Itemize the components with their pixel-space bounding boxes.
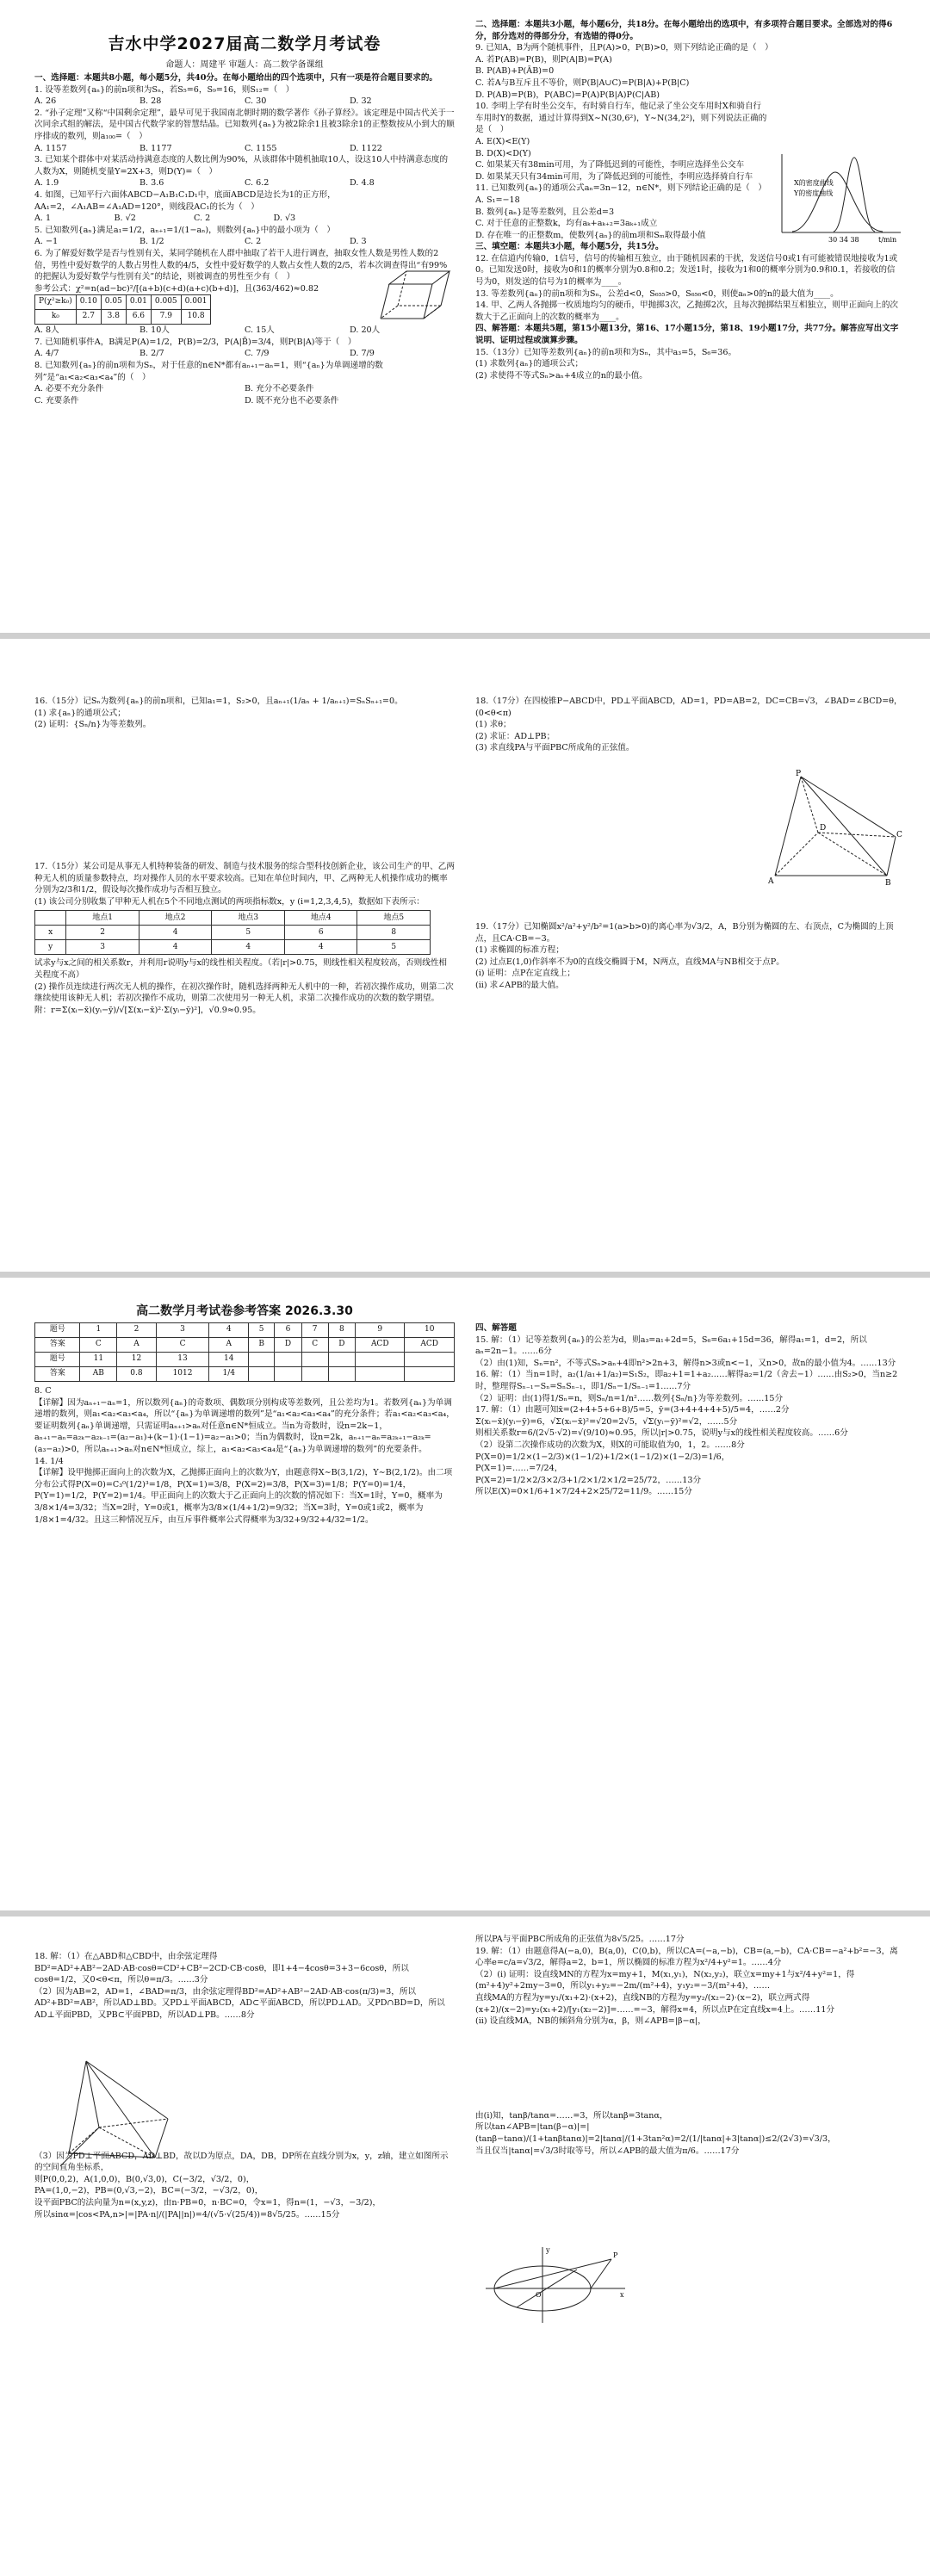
option: B. D(X)<D(Y) (475, 148, 531, 158)
option: A. 1 (34, 214, 52, 224)
option: B. 2/7 (140, 349, 164, 359)
table-cell: 4 (212, 940, 285, 955)
table-cell: B (249, 1338, 275, 1353)
question-part: (3) 求直线PA与平面PBC所成角的正弦值。 (475, 743, 635, 753)
question-part: (i) 证明：点P在定直线上； (475, 969, 575, 979)
table-cell: 答案 (35, 1367, 80, 1382)
table-cell: 12 (117, 1353, 156, 1367)
q4-options (34, 213, 353, 225)
answer-table (34, 1322, 455, 1382)
question-5: 5. 已知数列{aₙ}满足a₁=1/2，aₙ₊₁=1/(1−aₙ)，则数列{aₙ}中的最小项为（ ） (34, 225, 335, 235)
option: B. 1/2 (140, 237, 164, 247)
table-cell: C (156, 1338, 209, 1353)
option: A. 若P(AB)=P(B)，则P(A|B)=P(A) (475, 54, 612, 65)
question-part: (1) 求θ； (475, 720, 512, 730)
option: D. 20人 (350, 325, 381, 336)
answer-17-sums: Σ(xᵢ−x̄)(yᵢ−ȳ)=6，√Σ(xᵢ−x̄)²=√20=2√5，√Σ(yᵢ−ȳ)²=√2，……5分 (475, 1416, 738, 1427)
answer-line: 由(i)知，tanβ/tanα=……=3，所以tanβ=3tanα， (475, 2110, 668, 2121)
page-separator (0, 1272, 930, 1278)
table-cell: 0.001 (181, 295, 211, 310)
table-cell: ACD (405, 1338, 455, 1353)
table-cell: 地点2 (139, 911, 212, 926)
table-row (35, 310, 211, 325)
table-cell: 7.9 (151, 310, 181, 325)
option: C. 1155 (245, 143, 277, 153)
option: D. 3 (350, 237, 367, 247)
section1-header: 一、选择题：本题共8小题，每小题5分，共40分。在每小题给出的四个选项中，只有一项是符合题目要求的。 (34, 73, 438, 83)
table-cell: y (35, 940, 66, 955)
option: B. 1177 (140, 143, 172, 153)
table-cell: 1/4 (209, 1367, 249, 1382)
answer-line: (ii) 设直线MA，NB的倾斜角分别为α，β，则∠APB=|β−α|， (475, 2016, 706, 2027)
question-15: 15.（13分）已知等差数列{aₙ}的前n项和为Sₙ，其中a₃=5，S₆=36。 (475, 347, 737, 357)
table-cell: 0.10 (76, 295, 101, 310)
option: C. 若A与B互斥且不等价，则P(B|A∪C)=P(B|A)+P(B|C) (475, 77, 690, 88)
table-cell: 10.8 (181, 310, 211, 325)
option: A. 必要不充分条件 (34, 384, 104, 394)
table-cell: 4 (284, 940, 357, 955)
question-14: 14. 甲、乙两人各抛掷一枚质地均匀的硬币，甲抛掷3次，乙抛掷2次，且每次抛掷结果互相独立，则甲正面向上的次数大于乙正面向上的次数的概率为____。 (475, 300, 899, 322)
table-cell: 5 (212, 926, 285, 940)
answer-line: 当且仅当|tanα|=√3/3时取等号，所以∠APB的最大值为π/6。……17分 (475, 2146, 740, 2156)
option: D. 7/9 (350, 349, 375, 359)
correlation-formula: 附：r=Σ(xᵢ−x̄)(yᵢ−ȳ)/√[Σ(xᵢ−x̄)²·Σ(yᵢ−ȳ)²]，√0.9≈0.95。 (34, 1005, 261, 1015)
left-column-lower (34, 861, 455, 1016)
left-column (34, 696, 455, 731)
option: B. 10人 (140, 325, 170, 336)
option: B. 3.6 (140, 178, 164, 189)
table-cell: 6 (284, 926, 357, 940)
answer-line: P(X=2)=1/2×2/3×2/3+1/2×1/2×1/2=25/72，……13分 (475, 1475, 702, 1485)
table-cell: A (209, 1338, 249, 1353)
option: A. 1157 (34, 143, 67, 153)
option: D. 既不充分也不必要条件 (245, 395, 339, 406)
option: B. 数列{aₙ}是等差数列，且公差d=3 (475, 207, 615, 217)
option: A. E(X)<E(Y) (475, 136, 530, 146)
left-column (34, 72, 455, 406)
option: C. 7/9 (245, 349, 270, 359)
question-part: (2) 操作员连续进行两次无人机的操作，在初次操作时，随机选择两种无人机中的一种，若初次操作成功，则第二次继续使用该种无人机；若初次操作不成功，则第二次使用另一种无人机，求第二次操作成功的次数的数学期望。 (34, 981, 454, 1004)
question-part: (1) 求椭圆的标准方程； (475, 945, 564, 956)
answer-8: 8. C (34, 1386, 52, 1396)
left-column (34, 1322, 455, 1526)
table-cell: 题号 (35, 1353, 80, 1367)
question-13: 13. 等差数列{aₙ}的前n项和为Sₙ，公差d<0，S₆₅₅>0，S₆₅₆<0，则使aₙ>0的n的最大值为____。 (475, 288, 839, 299)
point-label: C (896, 831, 902, 839)
question-19: 19.（17分）已知椭圆x²/a²+y²/b²=1(a>b>0)的离心率为√3/2，A，B分别为椭圆的左、右顶点，C为椭圆的上顶点，且CA·CB=−3。 (475, 922, 894, 944)
q17-data-table (34, 910, 431, 955)
exam-title: 吉水中学2027届高二数学月考试卷 (108, 34, 381, 53)
table-cell: 地点1 (66, 911, 140, 926)
option: C. 充要条件 (34, 395, 79, 406)
table-cell: 答案 (35, 1338, 80, 1353)
table-cell: 11 (80, 1353, 117, 1367)
option: C. 如果某天有38min可用，为了降低迟到的可能性，李明应选择坐公交车 (475, 160, 745, 170)
table-row (35, 940, 431, 955)
table-cell: 5 (249, 1323, 275, 1338)
option: A. 4/7 (34, 349, 59, 359)
table-cell: 8 (357, 926, 431, 940)
option: B. 28 (140, 96, 162, 107)
table-cell: 0.8 (117, 1367, 156, 1382)
answer-line: P(X=0)=1/2×(1−2/3)×(1−1/2)+1/2×(1−1/2)×(1−2/3)=1/6， (475, 1452, 730, 1462)
question-3: 3. 已知某个群体中对某活动持满意态度的人数比例为90%，从该群体中随机抽取10人，设这10人中持满意态度的人数为X，则随机变量Y=2X+3，则D(Y)=（ ） (34, 155, 449, 176)
option: D. 如果某天只有34min可用，为了降低迟到的可能性，李明应选择骑自行车 (475, 171, 753, 182)
option: C. 15人 (245, 325, 275, 336)
option: D. P(AB)=P(B)，P(ABC)=P(A)P(B|A)P(C|AB) (475, 90, 660, 100)
table-cell: ACD (356, 1338, 405, 1353)
option: C. 6.2 (245, 178, 270, 189)
table-row (35, 911, 431, 926)
q1-options (34, 96, 455, 108)
option: B. P(AB)+P(ĀB)=0 (475, 66, 555, 77)
answer-17-expectation: 所以E(X)=0×1/6+1×7/24+2×25/72=11/9。……15分 (475, 1487, 692, 1497)
answer-line: BD²=AD²+AB²−2AD·AB·cosθ=CD²+CB²−2CD·CB·cosθ，即1+4−4cosθ=3+3−6cosθ，所以cosθ=1/2，又0<θ<π，所以θ=π/3。……3分 (34, 1963, 409, 1985)
table-cell: 13 (156, 1353, 209, 1367)
option: D. √3 (273, 214, 296, 224)
question-part: (2) 求证：AD⊥PB； (475, 731, 555, 741)
answer-16-part2: （2）证明：由(1)得1/Sₙ=n，则Sₙ/n=1/n²……数列{Sₙ/n}为等差数列。……15分 (475, 1393, 784, 1403)
option: A. 26 (34, 96, 57, 107)
answer-15: 15. 解：（1）记等差数列{aₙ}的公差为d，则a₃=a₁+2d=5，S₆=6a₁+15d=36，解得a₁=1，d=2，所以aₙ=2n−1。……6分 (475, 1334, 867, 1357)
table-cell: 14 (209, 1353, 249, 1367)
section4-header: 四、解答题：本题共5题，第15小题13分，第16、17小题15分，第18、19小题17分，共77分。解答应写出文字说明、证明过程或演算步骤。 (475, 324, 899, 346)
option: D. 存在唯一的正整数m，使数列{aₙ}的前m项和Sₘ取得最小值 (475, 230, 706, 240)
exam-page-2 (0, 639, 930, 1272)
table-row (35, 1367, 455, 1382)
table-cell: A (117, 1338, 156, 1353)
answer-line: 所以sinα=|cos<PA,n>|=|PA·n|/(|PA||n|)=4/(√5·√(25/4))=8√5/25。……15分 (34, 2209, 340, 2220)
question-part: (1) 该公司分别收集了甲种无人机在5个不同地点测试的两项指标数x，y (i=1,2,3,4,5)，数据如下表所示： (34, 896, 425, 907)
table-cell: 0.01 (126, 295, 151, 310)
exam-authors: 命题人：周建平 审题人：高二数学备课组 (165, 60, 324, 70)
question-1: 1. 设等差数列{aₙ}的前n项和为Sₙ，若S₅=6，S₉=16，则S₁₂=（ ） (34, 84, 294, 95)
question-16: 16.（15分）记Sₙ为数列{aₙ}的前n项和，已知a₁=1，S₂>0，且aₙ₊₁(1/aₙ + 1/aₙ₊₁)=SₙSₙ₊₁=0。 (34, 697, 403, 706)
table-cell: 4 (139, 940, 212, 955)
answer-line: （2）因为AB=2，AD=1，∠BAD=π/3，由余弦定理得BD²=AD²+AB²−2AD·AB·cos(π/3)=3，所以AD²+BD²=AB²，所以AD⊥BD。又PD⊥平面ABCD，AD⊂平面ABCD，所以PD⊥AD。又PD∩BD=D，所以AD⊥平面PBD，又PB⊂平面PBD，所以AD⊥PB。……8分 (34, 1986, 445, 2020)
bus-curve-label: X的密度曲线 (794, 179, 834, 187)
table-cell: 3 (156, 1323, 209, 1338)
chi-square-table (34, 294, 211, 325)
table-cell: 5 (357, 940, 431, 955)
table-cell: 地点3 (212, 911, 285, 926)
option: C. 对于任意的正整数k，均有aₖ+aₖ₊₂=3aₖ₊₁成立 (475, 219, 658, 229)
question-part: 试求y与x之间的相关系数r，并利用r说明y与x的线性相关程度。（若|r|>0.75，则线性相关程度较高，否则线性相关程度不高） (34, 958, 448, 980)
option: A. S₁=−18 (475, 195, 520, 205)
section2-header: 二、选择题：本题共3小题，每小题6分，共18分。在每小题给出的选项中，有多项符合题目要求。全部选对的得6分，部分选对的得部分分，有选错的得0分。 (475, 20, 893, 41)
table-cell: D (328, 1338, 355, 1353)
axis-label: t/min (878, 236, 897, 244)
page-separator (0, 1910, 930, 1917)
q7-options (34, 348, 455, 360)
axis-ticks: 30 34 38 (828, 236, 859, 244)
coordinate-pyramid-figure (52, 2054, 181, 2175)
option: B. 充分不必要条件 (245, 384, 314, 394)
table-cell: 地点4 (284, 911, 357, 926)
density-curve-figure (775, 151, 904, 245)
table-row (35, 926, 431, 940)
table-cell: C (80, 1338, 117, 1353)
question-17: 17.（15分）某公司是从事无人机特种装备的研发、制造与技术服务的综合型科技创新企业，该公司生产的甲、乙两种无人机的质量参数特点，均对操作人员的水平要求较高。已知在单位时间内，甲、乙两种无人机操作成功的概率分别为2/3和1/2，假设每次操作成功与否相互独立。 (34, 862, 455, 895)
parallelepiped-figure (372, 258, 455, 332)
question-part: (2) 过点E(1,0)作斜率不为0的直线交椭圆于M，N两点，直线MA与NB相交于点P。 (475, 957, 784, 967)
table-row (35, 1353, 455, 1367)
table-cell: 7 (301, 1323, 328, 1338)
table-cell: 1012 (156, 1367, 209, 1382)
table-cell: 8 (328, 1323, 355, 1338)
point-label: P (796, 770, 802, 778)
option: A. 8人 (34, 325, 59, 336)
answer-14: 14. 1/4 (34, 1456, 64, 1466)
table-cell: 0.005 (151, 295, 181, 310)
question-part: (1) 求数列{aₙ}的通项公式； (475, 359, 584, 369)
q5-options (34, 236, 455, 248)
answer-line: （3）因为PD⊥平面ABCD，AD⊥BD，故以D为原点，DA，DB，DP所在直线分别为x，y，z轴，建立如图所示的空间直角坐标系， (34, 2151, 449, 2173)
question-part: (2) 证明：{Sₙ/n}为等差数列。 (34, 720, 152, 730)
point-label: P (613, 2251, 618, 2259)
answer-line: 设平面PBC的法向量为n=(x,y,z)，由n·PB=0，n·BC=0，令x=1，得n=(1，−√3，−3/2)， (34, 2197, 381, 2208)
answer-17-part2: （2）设第二次操作成功的次数为X，则X的可能取值为0，1，2。……8分 (475, 1440, 745, 1450)
axis-label: y (546, 2246, 550, 2254)
answer-line: 直线MA的方程为y=y₁/(x₁+2)·(x+2)，直线NB的方程为y=y₂/(x₂−2)·(x−2)，联立两式得(x+2)/(x−2)=y₂(x₁+2)/[y₁(x₂−2)]=……=−3，解得x=4，所以点P在定直线x=4上。……11分 (475, 1992, 835, 2015)
table-cell: 0.05 (101, 295, 126, 310)
table-cell: 1 (80, 1323, 117, 1338)
point-label: D (820, 824, 827, 833)
q3-options (34, 177, 455, 189)
table-cell (35, 911, 66, 926)
q8-options (34, 383, 455, 406)
option: C. 2 (194, 214, 211, 224)
answer-line: 所以tan∠APB=|tan(β−α)|=|(tanβ−tanα)/(1+tanβtanα)|=2|tanα|/(1+3tan²α)=2/(1/|tanα|+3|tanα|)≤2/(2√3)=√3/3， (475, 2122, 836, 2144)
answer-line: PA=(1,0,−2)，PB=(0,√3,−2)，BC=(−3/2，−√3/2，0)， (34, 2186, 264, 2196)
axis-label: x (620, 2291, 624, 2299)
point-label: B (885, 879, 891, 888)
question-7: 7. 已知随机事件A，B满足P(A)=1/2，P(B)=2/3，P(A|B̄)=3/4，则P(B|A)等于（ ） (34, 337, 356, 347)
right-column (475, 1934, 902, 2157)
table-cell: D (275, 1338, 301, 1353)
answer-line: P(X=1)=……=7/24， (475, 1464, 563, 1474)
table-cell: 4 (209, 1323, 249, 1338)
answer-17-r: 则相关系数r=6/(2√5·√2)=√(9/10)≈0.95，所以|r|>0.75，说明y与x的线性相关程度较高。……6分 (475, 1428, 848, 1439)
answer-title: 高二数学月考试卷参考答案 2026.3.30 (136, 1304, 353, 1318)
table-row (35, 295, 211, 310)
answer-line: 则P(0,0,2)，A(1,0,0)，B(0,√3,0)，C(−3/2，√3/2，0)， (34, 2174, 255, 2184)
table-cell: 4 (139, 926, 212, 940)
question-11: 11. 已知数列{aₙ}的通项公式aₙ=3n−12，n∈N*，则下列结论正确的是（ ） (475, 183, 766, 194)
answer-16: 16. 解：（1）当n=1时，a₂(1/a₁+1/a₂)=S₁S₂，即a₂+1=1+a₂……解得a₂=1/2（舍去−1）……由S₂>0，当n≥2时，整理得Sₙ₋₁−Sₙ=SₙSₙ₋₁，即1/Sₙ−1/Sₙ₋₁=1……7分 (475, 1370, 898, 1391)
table-cell: 3.8 (101, 310, 126, 325)
table-cell: 题号 (35, 1323, 80, 1338)
right-column-lower (475, 921, 902, 992)
table-cell: 2 (66, 926, 140, 940)
option: D. 1122 (350, 143, 382, 153)
option: D. 4.8 (350, 178, 375, 189)
option: D. 32 (350, 96, 372, 107)
ellipse-figure (482, 2244, 629, 2326)
q2-options (34, 143, 455, 155)
table-cell: 9 (356, 1323, 405, 1338)
answer-page-2 (0, 1917, 930, 2576)
option: B. √2 (114, 214, 136, 224)
option: A. 1.9 (34, 178, 59, 189)
table-cell: k₀ (35, 310, 77, 325)
question-8: 8. 已知数列{aₙ}的前n项和为Sₙ，对于任意的n∈N*都有aₙ₊₁−aₙ=1，则“{aₙ}为单调递增的数列”是“a₁<a₂<a₃<a₄”的（ ） (34, 361, 383, 382)
question-10: 10. 李明上学有时坐公交车，有时骑自行车，他记录了坐公交车用时X和骑自行车用时Y的数据，通过计算得到X∼N(30,6²)，Y∼N(34,2²)，则下列说法正确的是（ ） (475, 102, 767, 135)
section4-header: 四、解答题 (475, 1323, 517, 1333)
option: C. 30 (245, 96, 267, 107)
question-part: (1) 求{aₙ}的通项公式； (34, 708, 126, 718)
table-cell: x (35, 926, 66, 940)
section3-header: 三、填空题：本题共3小题，每小题5分，共15分。 (475, 242, 664, 252)
table-cell: C (301, 1338, 328, 1353)
question-part: (ii) 求∠APB的最大值。 (475, 980, 564, 990)
answer-18-end: 所以PA与平面PBC所成角的正弦值为8√5/25。……17分 (475, 1935, 685, 1944)
answer-17: 17. 解：（1）由题可知x̄=(2+4+5+6+8)/5=5，ȳ=(3+4+4+4+5)/5=4，……2分 (475, 1405, 790, 1415)
table-cell: 10 (405, 1323, 455, 1338)
table-cell: 地点5 (357, 911, 431, 926)
chi-square-formula: 参考公式：χ²=n(ad−bc)²/[(a+b)(c+d)(a+c)(b+d)]，且(363/462)≈0.82 (34, 283, 319, 294)
answer-line: （2）(i) 证明：设直线MN的方程为x=my+1，M(x₁,y₁)，N(x₂,y₂)，联立x=my+1与x²/4+y²=1，得(m²+4)y²+2my−3=0，所以y₁+y₂=−2m/(m²+4)，y₁y₂=−3/(m²+4)，…… (475, 1969, 855, 1991)
table-cell: AB (80, 1367, 117, 1382)
answer-19: 19. 解：（1）由题意得A(−a,0)，B(a,0)，C(0,b)，所以CA=(−a,−b)，CB=(a,−b)，CA·CB=−a²+b²=−3，离心率e=c/a=√3/2，解得a=2，b=1，所以椭圆的标准方程为x²/4+y²=1。……4分 (475, 1946, 898, 1968)
answer-8-detail: 【详解】因为aₙ₊₁−aₙ=1，所以数列{aₙ}的奇数项、偶数项分别构成等差数列，且公差均为1。若数列{aₙ}为单调递增的数列，则a₁<a₂<a₃<a₄，所以“{aₙ}为单调递增的数列”是“a₁<a₂<a₃<a₄”的充分条件；若a₁<a₂<a₃<a₄，要证明数列{aₙ}单调递增，只需证明aₙ₊₁>aₙ对任意n∈N*恒成立。当n为奇数时，设n=2k−1，aₙ₊₁−aₙ=a₂ₖ−a₂ₖ₋₁=(a₂−a₁)+(k−1)·(1−1)=a₂−a₁>0；当n为偶数时，设n=2k，aₙ₊₁−aₙ=a₂ₖ₊₁−a₂ₖ=(a₃−a₂)>0，所以aₙ₊₁>aₙ对n∈N*恒成立，综上，a₁<a₂<a₃<a₄是“{aₙ}为单调递增的数列”的充要条件。 (34, 1397, 455, 1454)
table-row (35, 1338, 455, 1353)
question-12: 12. 在信道内传输0，1信号，信号的传输相互独立，由于随机因素的干扰，发送信号0或1有可能被错误地接收为1或0。已知发送0时，接收为0和1的概率分别为0.8和0.2；发送1时，接收为1和0的概率分别为0.9和0.1，若接收的信号为0，则发送的信号为1的概率为____。 (475, 253, 898, 288)
answer-18: 18. 解：（1）在△ABD和△CBD中，由余弦定理得 (34, 1952, 218, 1961)
figure-space (475, 2028, 902, 2110)
point-label: O (536, 2291, 542, 2299)
question-18: 18.（17分）在四棱锥P−ABCD中，PD⊥平面ABCD，AD=1，PD=AB=2，DC=CB=√3，∠BAD=∠BCD=θ，(0<θ<π) (475, 697, 902, 718)
question-9: 9. 已知A，B为两个随机事件，且P(A)>0，P(B)>0，则下列结论正确的是（ ） (475, 43, 773, 53)
question-part: (2) 求使得不等式Sₙ>aₙ+4成立的n的最小值。 (475, 370, 648, 381)
pyramid-figure (766, 768, 904, 889)
table-cell: P(χ²≥k₀) (35, 295, 77, 310)
table-cell: 2.7 (76, 310, 101, 325)
point-label: A (768, 877, 774, 886)
question-2: 2. “孙子定理”又称“中国剩余定理”，最早可见于我国南北朝时期的数学著作《孙子算经》。该定理是中国古代关于一次同余式组的解法，是中国古代数学家的智慧结晶。已知数列{aₙ}为被2除余1且被3除余1的正整数按从小到大的顺序排成的数列，则a₁₀₀=（ ） (34, 108, 455, 141)
answer-15-part2: （2）由(1)知，Sₙ=n²，不等式Sₙ>aₙ+4即n²>2n+3，解得n>3或n<−1，又n>0，故n的最小值为4。……13分 (475, 1358, 896, 1368)
table-cell: 2 (117, 1323, 156, 1338)
answer-14-detail: 【详解】设甲抛掷正面向上的次数为X，乙抛掷正面向上的次数为Y，由题意得X∼B(3,1/2)，Y∼B(2,1/2)。由二项分布公式得P(X=0)=C₃⁰(1/2)³=1/8，P(X=1)=3/8，P(X=2)=3/8，P(X=3)=1/8；P(Y=0)=1/4，P(Y=1)=1/2，P(Y=2)=1/4。甲正面向上的次数大于乙正面向上的次数的情况如下：当X=1时，Y=0，概率为3/8×1/4=3/32；当X=2时，Y=0或1，概率为3/8×(1/4+1/2)=9/32；当X=3时，Y=0或1或2，概率为1/8×1=4/32。且这三种情况互斥，由互斥事件概率公式得概率为3/32+9/32+4/32=1/2。 (34, 1468, 453, 1525)
table-cell: 6.6 (126, 310, 151, 325)
right-column (475, 1322, 902, 1498)
table-row (35, 1323, 455, 1338)
answer-page-1 (0, 1278, 930, 1910)
right-column (475, 696, 902, 754)
question-6: 6. 为了解爱好数学是否与性别有关，某同学随机在人群中抽取了若干人进行调查，抽取女性人数是男性人数的2倍，男性中爱好数学的人数占男性人数的4/5，女性中爱好数学的人数占女性人数的2/5，若本次调查得出“有99%的把握认为爱好数学与性别有关”的结论，则被调查的男性至少有（ ） (34, 248, 448, 282)
question-4: 4. 如图，已知平行六面体ABCD−A₁B₁C₁D₁中，底面ABCD是边长为1的正方形，AA₁=2，∠A₁AB=∠A₁AD=120°，则线段AC₁的长为（ ） (34, 189, 336, 212)
option: A. −1 (34, 237, 59, 247)
option: C. 2 (245, 237, 262, 247)
table-cell: 3 (66, 940, 140, 955)
page-separator (0, 633, 930, 639)
bike-curve-label: Y的密度曲线 (794, 189, 834, 197)
exam-page-1 (0, 0, 930, 633)
table-cell: 6 (275, 1323, 301, 1338)
